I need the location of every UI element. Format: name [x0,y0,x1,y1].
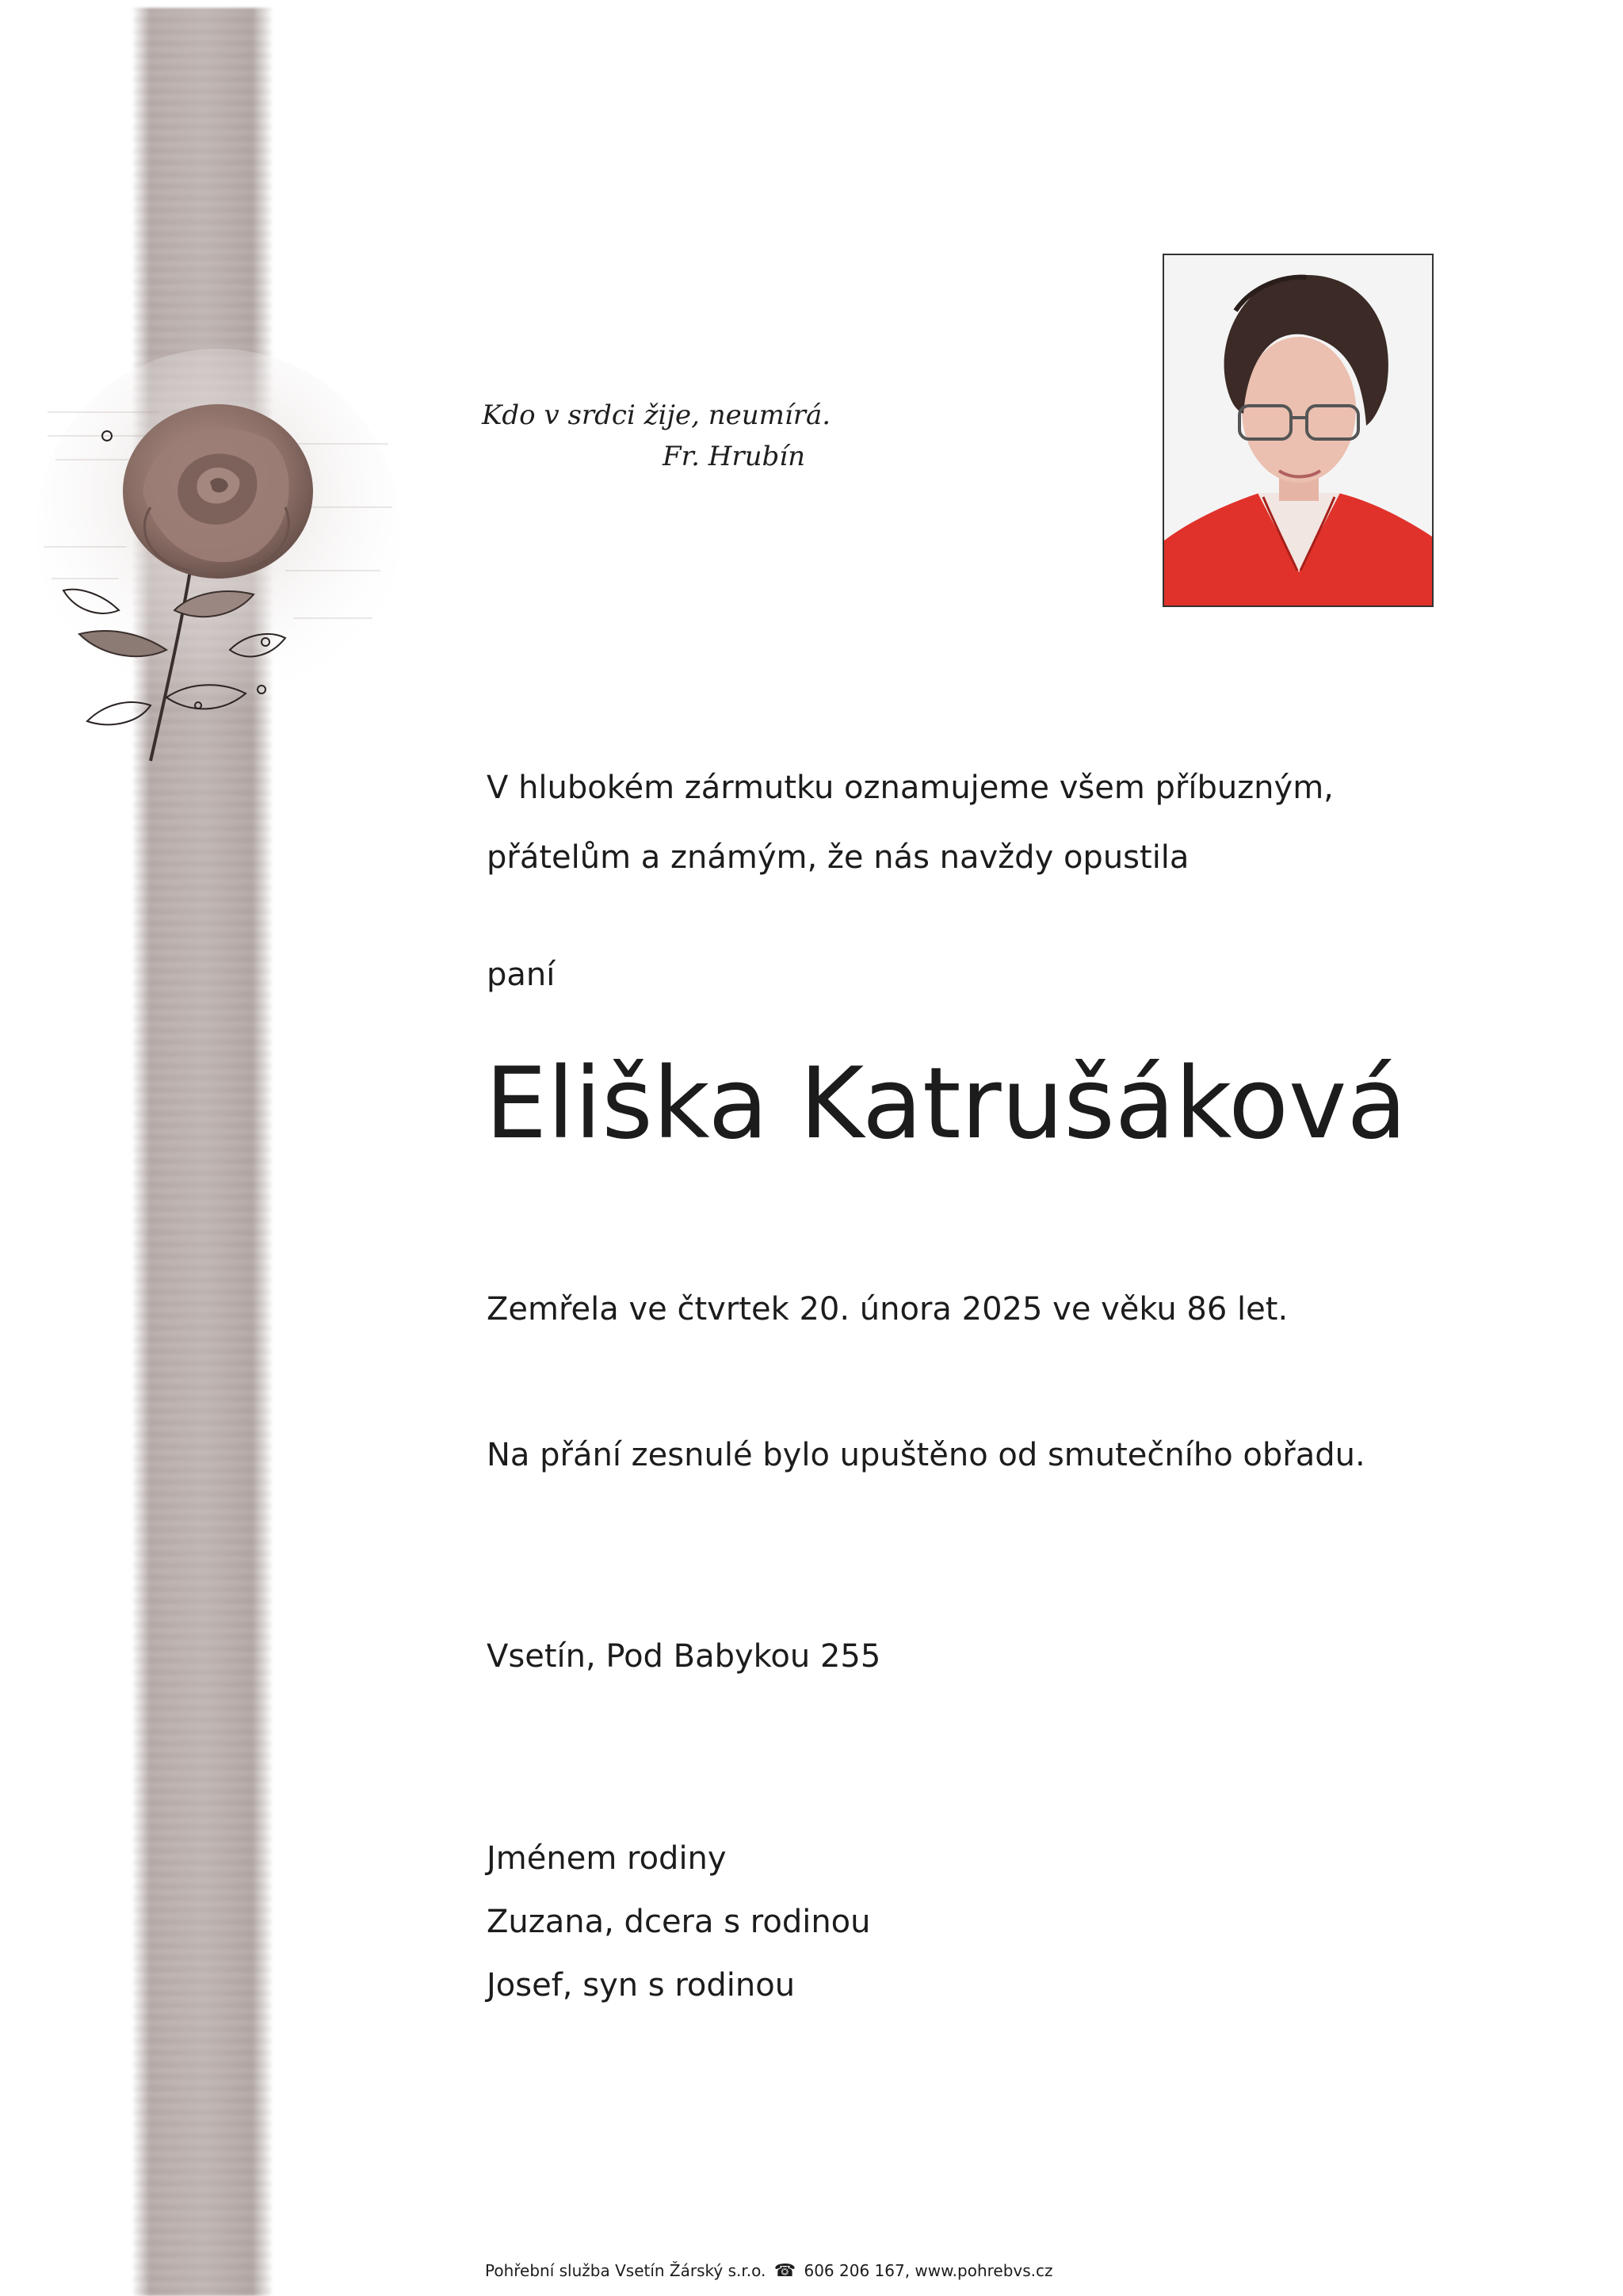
announcement-line-1: V hlubokém zármutku oznamujeme všem příbuzným, [487,770,1334,806]
signatures [487,1827,871,2017]
signature-line: Josef, syn s rodinou [487,1967,796,2004]
honorific: paní [487,957,556,993]
deceased-name: Eliška Katrušáková [485,1047,1407,1161]
footer-company: Pohřební služba Vsetín Žárský s.r.o. [485,2261,766,2280]
address: Vsetín, Pod Babykou 255 [487,1638,881,1675]
funeral-service-footer [485,2259,1053,2283]
announcement [487,753,1334,892]
footer-contact: 606 206 167, www.pohrebvs.cz [804,2261,1053,2280]
quote [482,395,831,477]
ceremony-statement: Na přání zesnulé bylo upuštěno od smutečního obřadu. [487,1437,1365,1473]
quote-text: Kdo v srdci žije, neumírá. [482,399,831,431]
signature-line: Jménem rodiny [487,1840,727,1877]
signature-line: Zuzana, dcera s rodinou [487,1904,871,1940]
portrait-photo [1163,254,1434,607]
phone-icon: ☎ [773,2261,796,2281]
death-statement: Zemřela ve čtvrtek 20. února 2025 ve věku 86 let. [487,1291,1289,1328]
quote-author: Fr. Hrubín [663,441,806,472]
announcement-line-2: přátelům a známým, že nás navždy opustila [487,839,1190,876]
rose-ornament [32,349,404,793]
